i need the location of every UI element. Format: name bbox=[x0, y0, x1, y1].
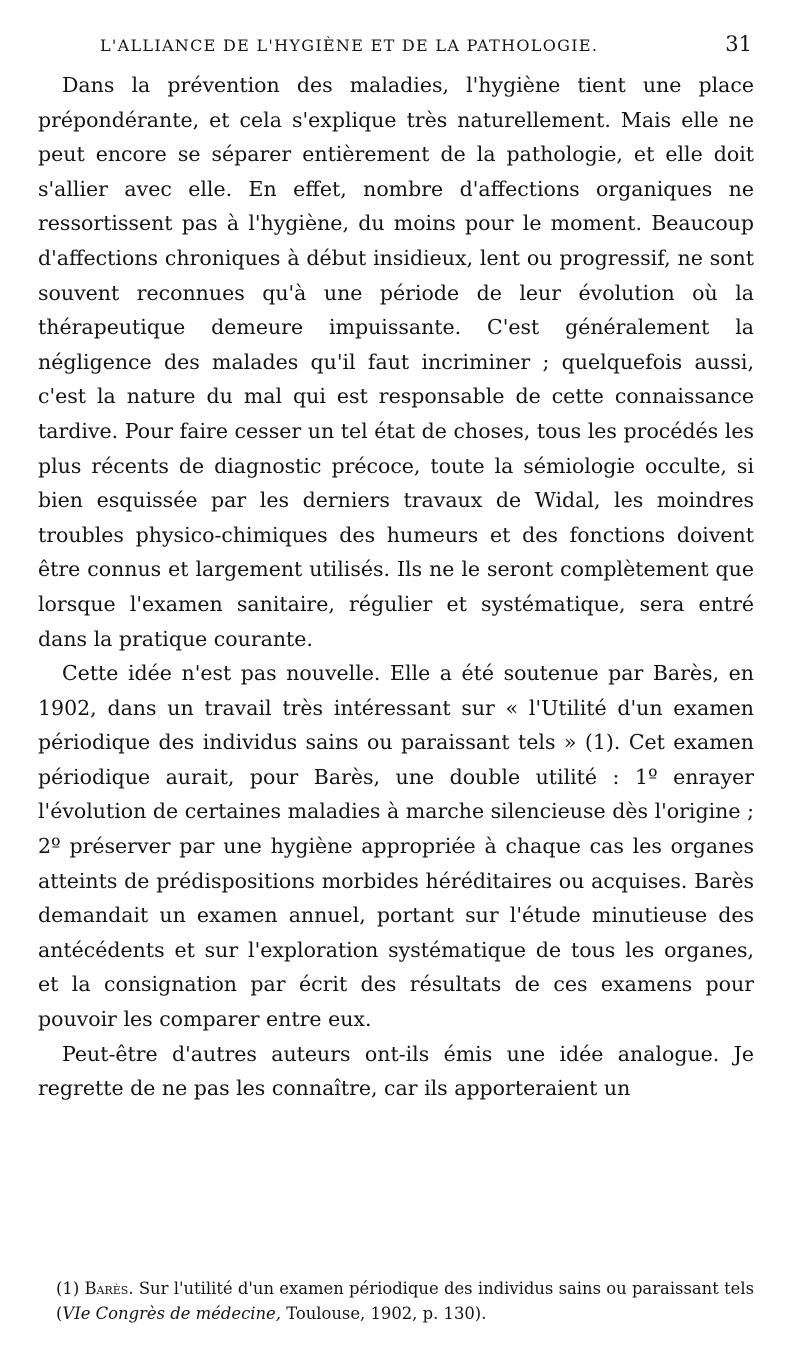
running-head bbox=[38, 32, 754, 56]
footnote-source: VIe Congrès de médecine, bbox=[62, 1304, 281, 1323]
footnote-open-paren: ( bbox=[56, 1304, 63, 1323]
paragraph-1: Dans la prévention des maladies, l'hygiène tient une place prépondérante, et cela s'explique très naturellement. Mais elle ne peut encore se séparer entièrement de la pathologie, et elle doit s'allier avec elle. En effet, nombre d'affections organiques ne ressortissent pas à l'hygiène, du moins pour le moment. Beaucoup d'affections chroniques à début insidieux, lent ou progressif, ne sont souvent reconnues qu'à une période de leur évolution où la thérapeutique demeure impuissante. C'est généralement la négligence des malades qu'il faut incriminer ; quelquefois aussi, c'est la nature du mal qui est responsable de cette connaissance tardive. Pour faire cesser un tel état de choses, tous les procédés les plus récents de diagnostic précoce, toute la sémiologie occulte, si bien esquissée par les derniers travaux de Widal, les moindres troubles physico-chimiques des humeurs et des fonctions doivent être connus et largement utilisés. Ils ne le seront complètement que lorsque l'examen sanitaire, régulier et systématique, sera entré dans la pratique courante. bbox=[38, 73, 754, 651]
running-head-title: L'ALLIANCE DE L'HYGIÈNE ET DE LA PATHOLOGIE. bbox=[100, 36, 599, 55]
body-text bbox=[38, 68, 754, 1106]
page-number: 31 bbox=[725, 32, 752, 56]
footnote bbox=[56, 1276, 754, 1326]
footnote-details: Toulouse, 1902, p. 130). bbox=[286, 1304, 487, 1323]
footnote-text: Sur l'utilité d'un examen périodique des individus sains ou paraissant tels bbox=[138, 1279, 755, 1298]
paragraph-3: Peut-être d'autres auteurs ont-ils émis une idée analogue. Je regrette de ne pas les connaître, car ils apporteraient un bbox=[38, 1041, 754, 1101]
paragraph-2: Cette idée n'est pas nouvelle. Elle a été soutenue par Barès, en 1902, dans un travail très intéressant sur « l'Utilité d'un examen périodique des individus sains ou paraissant tels » (1). Cet examen périodique aurait, pour Barès, une double utilité : 1º enrayer l'évolution de certaines maladies à marche silencieuse dès l'origine ; 2º préserver par une hygiène appropriée à chaque cas les organes atteints de prédispositions morbides héréditaires ou acquises. Barès demandait un examen annuel, portant sur l'étude minutieuse des antécédents et sur l'exploration systématique de tous les organes, et la consignation par écrit des résultats de ces examens pour pouvoir les comparer entre eux. bbox=[38, 661, 754, 1032]
footnote-author: Barès. bbox=[84, 1279, 134, 1298]
footnote-marker: (1) bbox=[56, 1279, 80, 1298]
